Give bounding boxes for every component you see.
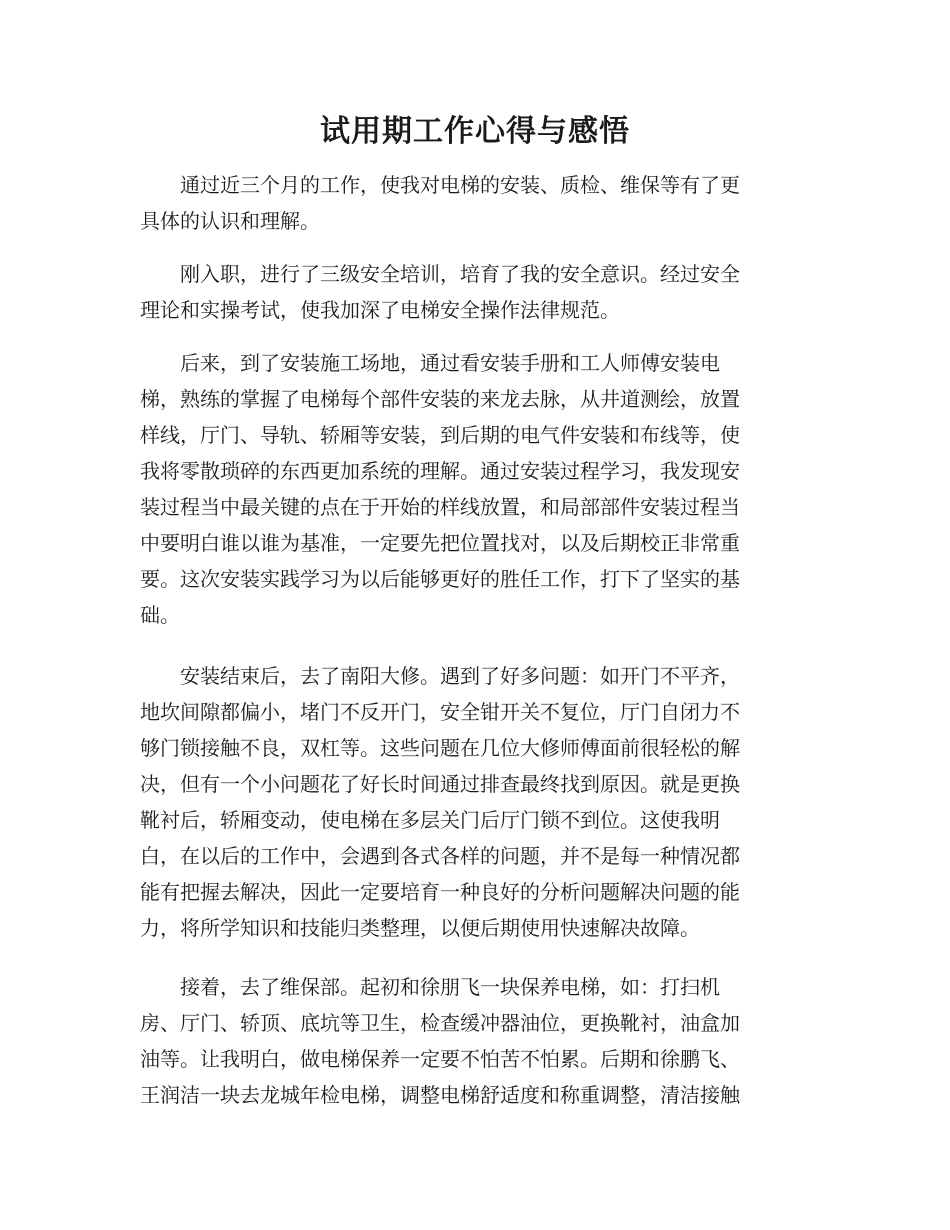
document-title: 试用期工作心得与感悟 [320,114,630,149]
text-line: 要。这次安装实践学习为以后能够更好的胜任工作，打下了坚实的基 [140,567,740,591]
text-line: 安装结束后，去了南阳大修。遇到了好多问题：如开门不平齐， [140,664,740,688]
text-line: 梯，熟练的掌握了电梯每个部件安装的来龙去脉，从井道测绘，放置 [140,387,740,411]
text-line: 刚入职，进行了三级安全培训，培育了我的安全意识。经过安全 [140,262,740,286]
text-line: 油等。让我明白，做电梯保养一定要不怕苦不怕累。后期和徐鹏飞、 [140,1047,740,1071]
text-line: 样线，厅门、导轨、轿厢等安装，到后期的电气件安装和布线等，使 [140,423,740,447]
text-line: 够门锁接触不良，双杠等。这些问题在几位大修师傅面前很轻松的解 [140,736,740,760]
text-line: 接着，去了维保部。起初和徐朋飞一块保养电梯，如：打扫机 [140,975,720,999]
text-line: 靴衬后，轿厢变动，使电梯在多层关门后厅门锁不到位。这使我明 [140,808,720,832]
text-line: 房、厅门、轿顶、底坑等卫生，检查缓冲器油位，更换靴衬，油盒加 [140,1011,740,1035]
text-line: 中要明白谁以谁为基准，一定要先把位置找对，以及后期校正非常重 [140,531,740,555]
text-line: 理论和实操考试，使我加深了电梯安全操作法律规范。 [140,298,620,322]
text-line: 础。 [140,603,180,627]
text-line: 我将零散琐碎的东西更加系统的理解。通过安装过程学习，我发现安 [140,459,740,483]
text-line: 具体的认识和理解。 [140,209,320,233]
text-line: 力，将所学知识和技能归类整理，以便后期使用快速解决故障。 [140,916,700,940]
paragraph [140,345,820,633]
text-line: 地坎间隙都偏小，堵门不反开门，安全钳开关不复位，厅门自闭力不 [140,700,740,724]
paragraph [140,658,820,946]
paragraph [140,256,820,328]
text-line: 通过近三个月的工作，使我对电梯的安装、质检、维保等有了更 [140,173,740,197]
paragraph [140,167,820,239]
text-line: 王润洁一块去龙城年检电梯，调整电梯舒适度和称重调整，清洁接触 [140,1083,740,1107]
text-line: 决，但有一个小问题花了好长时间通过排查最终找到原因。就是更换 [140,772,740,796]
text-line: 白，在以后的工作中，会遇到各式各样的问题，并不是每一种情况都 [140,844,740,868]
text-line: 能有把握去解决，因此一定要培育一种良好的分析问题解决问题的能 [140,880,740,904]
text-line: 装过程当中最关键的点在于开始的样线放置，和局部部件安装过程当 [140,495,740,519]
text-line: 后来，到了安装施工场地，通过看安装手册和工人师傅安装电 [140,351,720,375]
paragraph [140,969,820,1113]
